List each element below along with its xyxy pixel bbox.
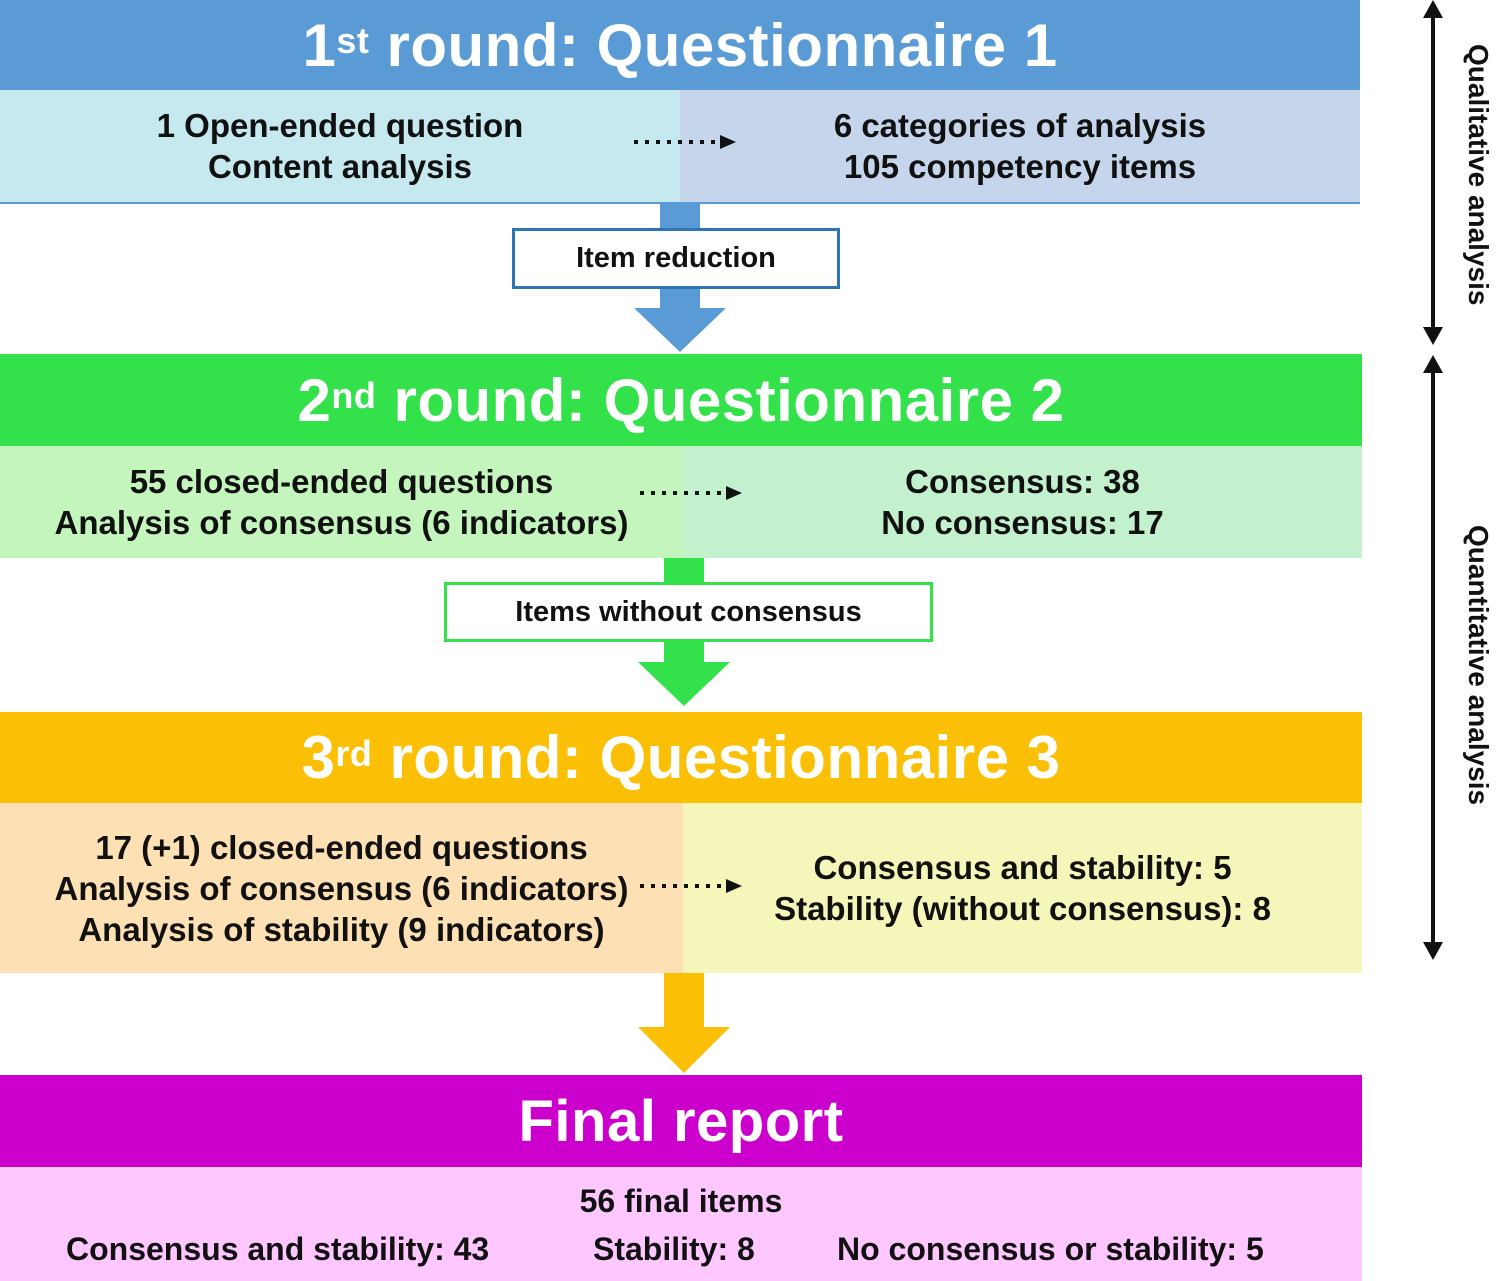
- round2-right-line2: No consensus: 17: [881, 504, 1164, 541]
- round1-left-cell: [0, 90, 680, 204]
- items-without-consensus-box: [444, 582, 933, 642]
- item-reduction-box: [512, 228, 840, 289]
- final-title: Final report: [518, 1088, 844, 1154]
- round2-left-cell: [0, 446, 683, 558]
- qualitative-range-arrow: [1418, 0, 1448, 345]
- round3-header: 3 $^{rd}$ round: Questionnaire 3: [0, 712, 1362, 803]
- quantitative-label: Quantitative analysis: [1463, 524, 1494, 806]
- round3-right-cell: [683, 803, 1362, 973]
- round3-left-cell: [0, 803, 683, 973]
- round1-left-line2: Content analysis: [207, 148, 473, 185]
- final-body: [0, 1167, 1362, 1281]
- qualitative-label: Qualitative analysis: [1463, 44, 1494, 306]
- quantitative-range-arrow: [1418, 355, 1448, 960]
- round2-title-rest: round: Questionnaire 2: [376, 366, 1065, 434]
- round2-right-cell: [683, 446, 1362, 558]
- round2-header: 2 $^{nd}$ round: Questionnaire 2: [0, 354, 1362, 446]
- round1-right-cell: [680, 90, 1360, 204]
- round3-title-rest: round: Questionnaire 3: [372, 724, 1061, 791]
- final-stability: Stability: 8: [593, 1231, 755, 1267]
- round1-right-line1: 6 categories of analysis: [833, 107, 1207, 144]
- round2-right-line1: Consensus: 38: [905, 463, 1140, 500]
- round2-left-line1: 55 closed-ended questions: [129, 463, 554, 500]
- final-header: [0, 1075, 1362, 1167]
- round1-dotted-arrow: [632, 132, 737, 152]
- items-without-consensus-label: Items without consensus: [515, 595, 862, 628]
- final-consensus-stability: Consensus and stability: 43: [66, 1231, 490, 1267]
- round3-dotted-arrow: [638, 876, 743, 896]
- round3-left-line2: Analysis of consensus (6 indicators): [54, 869, 629, 907]
- round3-left-line1: 17 (+1) closed-ended questions: [95, 828, 588, 866]
- round2-dotted-arrow: [638, 483, 743, 503]
- final-no-consensus: No consensus or stability: 5: [837, 1231, 1264, 1267]
- round3-right-line1: Consensus and stability: 5: [813, 849, 1232, 886]
- final-items: 56 final items: [579, 1183, 783, 1219]
- round1-left-line1: 1 Open-ended question: [156, 107, 524, 144]
- round3-right-line2: Stability (without consensus): 8: [774, 890, 1271, 927]
- round1-title-num: 1: [302, 11, 337, 79]
- round3-left-line3: Analysis of stability (9 indicators): [78, 910, 605, 948]
- round3-down-arrow: [634, 973, 734, 1077]
- round1-right-line2: 105 competency items: [843, 148, 1197, 185]
- round1-header: 1 $^{st}$ round: Questionnaire 1: [0, 0, 1360, 90]
- round1-title-rest: round: Questionnaire 1: [369, 11, 1058, 79]
- round2-left-line2: Analysis of consensus (6 indicators): [54, 504, 629, 541]
- item-reduction-label: Item reduction: [576, 242, 776, 274]
- round2-title-num: 2: [297, 366, 332, 434]
- round3-title-num: 3: [301, 724, 336, 791]
